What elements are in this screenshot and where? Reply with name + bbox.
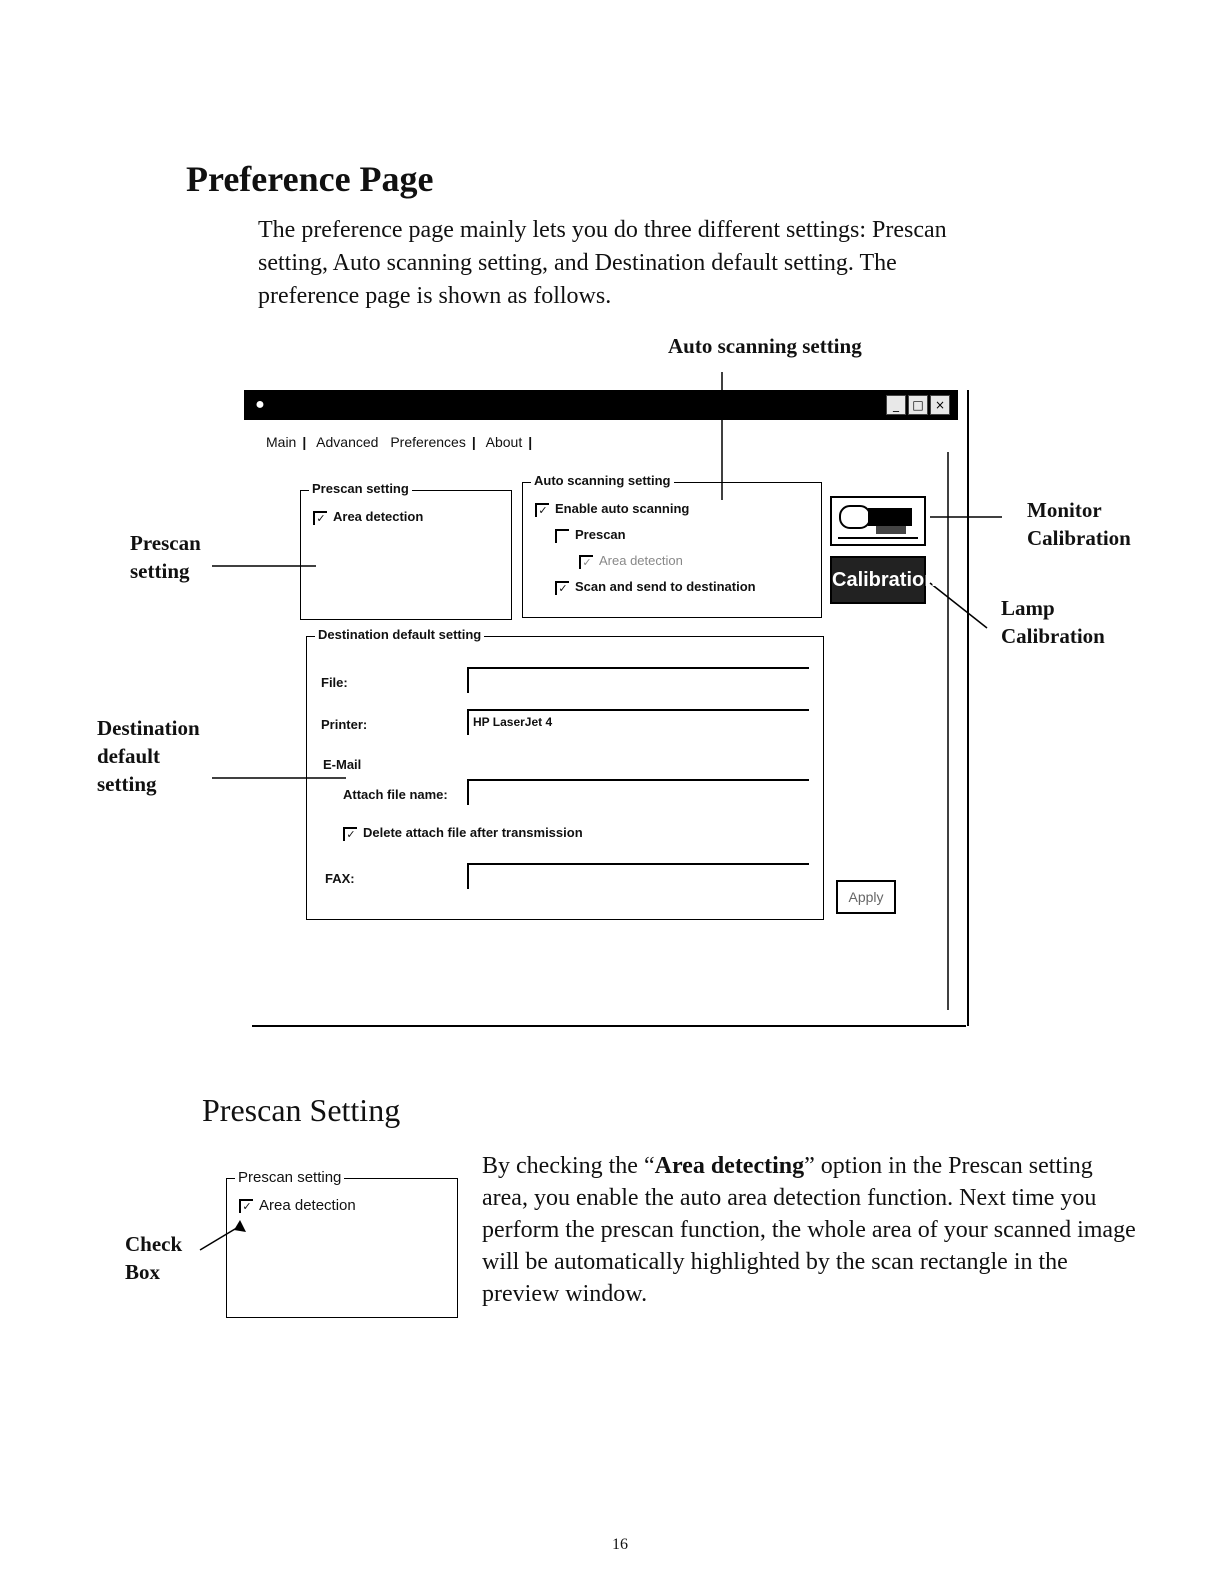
tab-preferences[interactable]: Preferences [390,434,466,450]
attach-file-label: Attach file name: [343,787,448,802]
prescan-setting-group [300,481,512,620]
area-detection-checkbox[interactable]: ✓ [313,511,327,525]
preferences-window [244,390,958,1016]
auto-scanning-group-label: Auto scanning setting [531,473,674,488]
attach-file-input[interactable] [467,779,809,805]
prescan-checkbox[interactable] [555,529,569,543]
enable-auto-scanning-checkbox[interactable]: ✓ [535,503,549,517]
window-titlebar[interactable] [244,390,958,420]
close-icon[interactable]: × [930,395,950,415]
printer-label: Printer: [321,717,368,732]
auto-scanning-group [522,473,822,618]
fax-label: FAX: [325,871,355,886]
app-icon: ● [255,396,265,413]
tab-main[interactable]: Main [266,434,297,450]
page-number: 16 [612,1536,628,1553]
apply-button[interactable]: Apply [836,880,896,914]
monitor-calibration-button[interactable] [830,496,926,546]
auto-area-detection-checkbox[interactable]: ✓ [579,555,593,569]
delete-attach-checkbox[interactable]: ✓ [343,827,357,841]
scan-send-checkbox[interactable]: ✓ [555,581,569,595]
body-paragraph: By checking the “Area detecting” option in the Prescan setting area, you enable the auto area detection function. Next time you perform the prescan function, the whole area of your scanned image will be automatically highlighted by the scan rectangle in the preview window. [482,1153,1136,1307]
example-area-detection-option: ✓ Area detection [239,1197,356,1214]
tab-advanced[interactable]: Advanced [316,434,379,450]
callout-check-box: Check Box [125,1232,183,1284]
destination-default-group [306,627,824,920]
prescan-option[interactable]: Prescan [555,527,626,543]
prescan-group-label: Prescan setting [309,481,412,496]
page-title: Preference Page [186,159,434,199]
lamp-calibration-button[interactable]: Calibration [830,556,926,604]
enable-auto-scanning-option[interactable]: ✓ Enable auto scanning [535,501,689,517]
monitor-calibration-icon [832,498,924,544]
tab-bar: Main | Advanced Preferences | About | [262,434,534,450]
auto-area-detection-option[interactable]: ✓ Area detection [579,553,683,569]
section-heading: Prescan Setting [202,1092,401,1128]
tab-about[interactable]: About [485,434,523,450]
callout-destination-setting: Destination default setting [97,716,200,796]
example-group-label: Prescan setting [235,1169,344,1186]
file-input[interactable] [467,667,809,693]
file-label: File: [321,675,348,690]
printer-input[interactable]: HP LaserJet 4 [467,709,809,735]
area-detection-option[interactable]: ✓ Area detection [313,509,423,525]
maximize-icon[interactable]: □ [908,395,928,415]
minimize-icon[interactable]: _ [886,395,906,415]
intro-paragraph: The preference page mainly lets you do three different settings: Prescan setting, Auto scanning setting, and Destination default setting. The preference page is shown as follows. [258,217,947,309]
callout-monitor-calibration: Monitor Calibration [1027,498,1131,550]
prescan-setting-example [226,1169,458,1318]
delete-attach-option[interactable]: ✓ Delete attach file after transmission [343,825,583,841]
example-checkbox: ✓ [239,1199,253,1213]
email-label: E-Mail [323,757,362,772]
destination-group-label: Destination default setting [315,627,484,642]
fax-input[interactable] [467,863,809,889]
callout-prescan-setting: Prescan setting [130,531,201,583]
callout-auto-scanning: Auto scanning setting [668,334,862,358]
callout-lamp-calibration: Lamp Calibration [1001,596,1105,648]
scan-send-option[interactable]: ✓ Scan and send to destination [555,579,756,595]
